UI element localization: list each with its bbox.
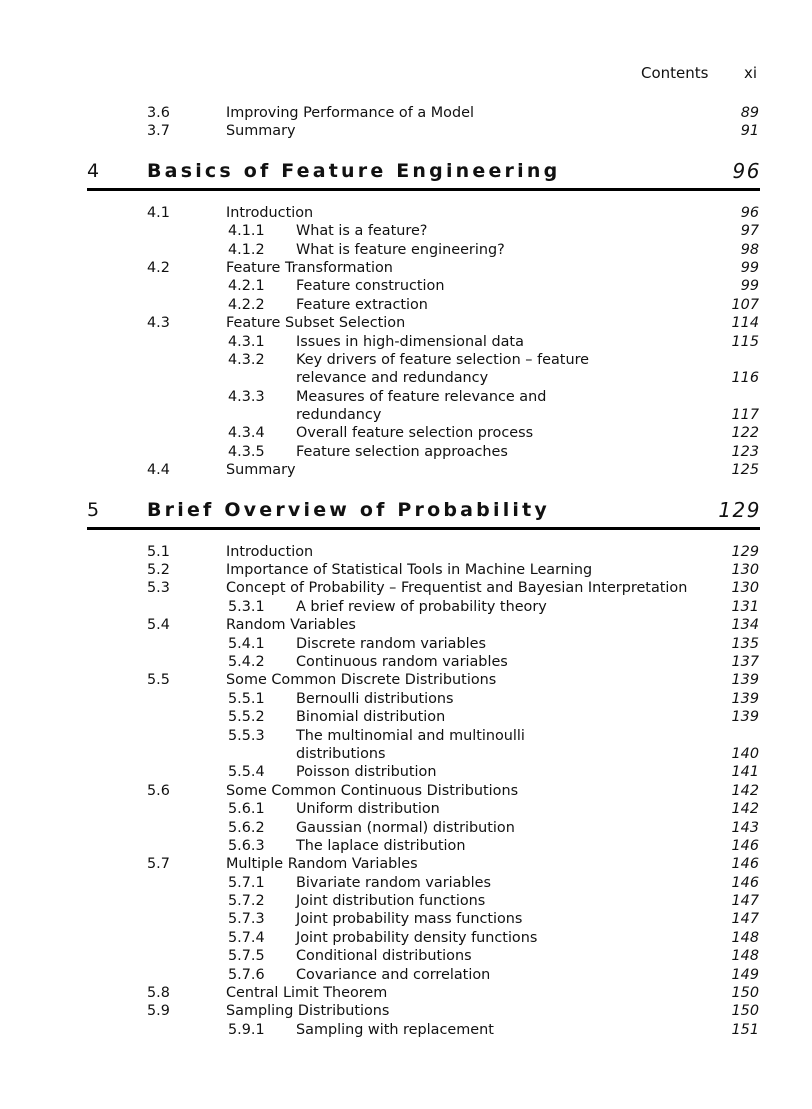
entry-title: Summary [226, 462, 296, 479]
toc-subsection-entry[interactable] [0, 1021, 812, 1039]
entry-page-number: 89 [740, 105, 759, 121]
toc-subsection-entry[interactable] [0, 929, 812, 947]
entry-number: 5.7 [147, 856, 170, 873]
entry-title: Measures of feature relevance and [296, 388, 547, 405]
toc-subsection-entry[interactable] [0, 241, 812, 259]
entry-title: Bivariate random variables [296, 874, 491, 891]
entry-number: 4.1 [147, 204, 170, 221]
toc-subsection-entry[interactable] [0, 388, 812, 406]
toc-subsection-entry[interactable] [0, 424, 812, 442]
chapter-heading[interactable] [0, 158, 812, 185]
entry-title: distributions [296, 745, 386, 762]
entry-number: 4.1.1 [228, 223, 265, 240]
entry-page-number: 151 [731, 1021, 759, 1038]
entry-page-number: 134 [731, 617, 759, 634]
entry-page-number: 139 [731, 672, 759, 689]
toc-section-entry[interactable] [0, 671, 812, 689]
entry-page-number: 99 [740, 259, 759, 276]
chapter-number: 5 [87, 498, 100, 521]
entry-title: Some Common Continuous Distributions [226, 782, 519, 799]
entry-title: Introduction [226, 543, 314, 560]
toc-section-entry[interactable] [0, 984, 812, 1002]
entry-title: Introduction [226, 204, 314, 221]
entry-title: Some Common Discrete Distributions [226, 672, 497, 689]
toc-subsection-entry[interactable] [0, 690, 812, 708]
running-head-page-number: xi [744, 64, 758, 82]
entry-page-number: 147 [731, 911, 759, 928]
entry-number: 5.7.6 [228, 966, 265, 983]
entry-title: Random Variables [226, 617, 356, 634]
entry-number: 5.6.3 [228, 837, 265, 854]
entry-number: 4.2.2 [228, 296, 265, 313]
entry-title: Poisson distribution [296, 764, 437, 781]
entry-page-number: 97 [740, 223, 759, 240]
toc-subsection-entry[interactable] [0, 653, 812, 671]
toc-subsection-entry[interactable] [0, 635, 812, 653]
entry-title: Covariance and correlation [296, 966, 491, 983]
entry-title: Overall feature selection process [296, 425, 534, 442]
entry-number: 5.7.2 [228, 893, 265, 910]
toc-subsection-entry[interactable] [0, 277, 812, 295]
entry-page-number: 98 [740, 241, 759, 258]
entry-title: Summary [226, 123, 296, 140]
entry-number: 5.8 [147, 985, 170, 1002]
chapter-heading[interactable] [0, 497, 812, 524]
entry-title: Concept of Probability – Frequentist and Bayesian Interpretation [226, 580, 688, 597]
entry-page-number: 142 [731, 801, 759, 818]
entry-title: relevance and redundancy [296, 370, 489, 387]
entry-number: 5.5 [147, 672, 170, 689]
entry-page-number: 142 [731, 782, 759, 799]
entry-page-number: 143 [731, 819, 759, 836]
entry-page-number: 96 [740, 204, 759, 221]
entry-number: 5.3.1 [228, 598, 265, 615]
entry-title: Improving Performance of a Model [226, 105, 474, 121]
entry-number: 4.3.1 [228, 333, 265, 350]
entry-page-number: 147 [731, 893, 759, 910]
toc-section-entry[interactable] [0, 461, 812, 479]
entry-number: 3.7 [147, 123, 170, 140]
entry-number: 4.3.2 [228, 351, 265, 368]
entry-number: 5.3 [147, 580, 170, 597]
toc-section-entry[interactable] [0, 616, 812, 634]
entry-page-number: 146 [731, 874, 759, 891]
toc-subsection-entry[interactable] [0, 406, 812, 424]
entry-title: Conditional distributions [296, 948, 472, 965]
entry-title: Continuous random variables [296, 653, 508, 670]
toc-section-entry[interactable] [0, 561, 812, 579]
toc-subsection-entry[interactable] [0, 708, 812, 726]
entry-title: Discrete random variables [296, 635, 486, 652]
toc-subsection-entry[interactable] [0, 351, 812, 369]
entry-number: 5.6.1 [228, 801, 265, 818]
entry-page-number: 140 [731, 745, 759, 762]
entry-number: 5.4.2 [228, 653, 265, 670]
entry-page-number: 146 [731, 837, 759, 854]
entry-number: 5.5.4 [228, 764, 265, 781]
table-of-contents [0, 104, 812, 1039]
toc-subsection-entry[interactable] [0, 745, 812, 763]
toc-subsection-entry[interactable] [0, 800, 812, 818]
entry-title: Binomial distribution [296, 709, 446, 726]
entry-page-number: 150 [731, 985, 759, 1002]
entry-title: The laplace distribution [296, 837, 466, 854]
chapter-page-number: 96 [732, 158, 761, 183]
toc-section-entry[interactable] [0, 855, 812, 873]
entry-number: 3.6 [147, 105, 170, 121]
toc-subsection-entry[interactable] [0, 966, 812, 984]
entry-title: Joint distribution functions [296, 893, 486, 910]
entry-title: Feature selection approaches [296, 443, 508, 460]
entry-title: Importance of Statistical Tools in Machine Learning [226, 562, 593, 579]
entry-title: Sampling Distributions [226, 1003, 390, 1020]
chapter-page-number: 129 [718, 497, 761, 522]
entry-page-number: 114 [731, 315, 759, 332]
entry-page-number: 125 [731, 462, 759, 479]
entry-title: Joint probability density functions [296, 929, 538, 946]
entry-title: Feature Subset Selection [226, 315, 406, 332]
entry-title: The multinomial and multinoulli [296, 727, 525, 744]
toc-section-entry[interactable] [0, 104, 812, 122]
entry-page-number: 149 [731, 966, 759, 983]
toc-subsection-entry[interactable] [0, 443, 812, 461]
toc-subsection-entry[interactable] [0, 874, 812, 892]
entry-number: 4.2.1 [228, 278, 265, 295]
entry-page-number: 130 [731, 580, 759, 597]
entry-number: 4.3.3 [228, 388, 265, 405]
entry-number: 4.3.4 [228, 425, 265, 442]
chapter-title: Brief Overview of Probability [147, 498, 550, 521]
entry-number: 5.4.1 [228, 635, 265, 652]
entry-number: 5.7.4 [228, 929, 265, 946]
entry-number: 5.2 [147, 562, 170, 579]
entry-title: Sampling with replacement [296, 1021, 494, 1038]
toc-section-entry[interactable] [0, 122, 812, 140]
entry-title: Joint probability mass functions [296, 911, 523, 928]
entry-page-number: 122 [731, 425, 759, 442]
entry-page-number: 146 [731, 856, 759, 873]
toc-section-entry[interactable] [0, 579, 812, 597]
entry-number: 5.9.1 [228, 1021, 265, 1038]
entry-number: 5.6.2 [228, 819, 265, 836]
toc-subsection-entry[interactable] [0, 947, 812, 965]
entry-page-number: 148 [731, 929, 759, 946]
entry-title: redundancy [296, 407, 382, 424]
entry-title: A brief review of probability theory [296, 598, 547, 615]
entry-page-number: 137 [731, 653, 759, 670]
entry-title: Issues in high-dimensional data [296, 333, 524, 350]
entry-number: 5.1 [147, 543, 170, 560]
toc-section-entry[interactable] [0, 1002, 812, 1020]
entry-title: Feature extraction [296, 296, 428, 313]
entry-page-number: 116 [731, 370, 759, 387]
entry-number: 5.6 [147, 782, 170, 799]
toc-section-entry[interactable] [0, 314, 812, 332]
toc-subsection-entry[interactable] [0, 296, 812, 314]
entry-page-number: 148 [731, 948, 759, 965]
entry-page-number: 135 [731, 635, 759, 652]
entry-number: 4.1.2 [228, 241, 265, 258]
running-head [0, 62, 812, 84]
toc-subsection-entry[interactable] [0, 333, 812, 351]
chapter-rule [87, 188, 760, 191]
entry-number: 5.7.3 [228, 911, 265, 928]
entry-number: 5.5.3 [228, 727, 265, 744]
toc-subsection-entry[interactable] [0, 598, 812, 616]
chapter-number: 4 [87, 159, 100, 182]
toc-subsection-entry[interactable] [0, 910, 812, 928]
entry-number: 5.9 [147, 1003, 170, 1020]
entry-title: What is feature engineering? [296, 241, 505, 258]
entry-page-number: 139 [731, 690, 759, 707]
entry-page-number: 150 [731, 1003, 759, 1020]
entry-page-number: 141 [731, 764, 759, 781]
entry-number: 5.7.5 [228, 948, 265, 965]
entry-page-number: 91 [740, 123, 759, 140]
entry-title: Key drivers of feature selection – feature [296, 351, 590, 368]
toc-subsection-entry[interactable] [0, 892, 812, 910]
entry-title: Bernoulli distributions [296, 690, 454, 707]
entry-number: 4.4 [147, 462, 170, 479]
entry-page-number: 130 [731, 562, 759, 579]
entry-number: 4.2 [147, 259, 170, 276]
entry-page-number: 123 [731, 443, 759, 460]
chapter-rule [87, 527, 760, 530]
entry-page-number: 99 [740, 278, 759, 295]
entry-page-number: 117 [731, 407, 759, 424]
toc-subsection-entry[interactable] [0, 727, 812, 745]
entry-number: 5.5.1 [228, 690, 265, 707]
entry-title: Gaussian (normal) distribution [296, 819, 515, 836]
running-head-title: Contents [641, 64, 709, 82]
toc-subsection-entry[interactable] [0, 222, 812, 240]
toc-subsection-entry[interactable] [0, 763, 812, 781]
entry-title: Central Limit Theorem [226, 985, 388, 1002]
toc-subsection-entry[interactable] [0, 369, 812, 387]
entry-number: 5.5.2 [228, 709, 265, 726]
entry-page-number: 139 [731, 709, 759, 726]
entry-page-number: 129 [731, 543, 759, 560]
toc-section-entry[interactable] [0, 782, 812, 800]
entry-page-number: 115 [731, 333, 759, 350]
toc-subsection-entry[interactable] [0, 837, 812, 855]
entry-title: Uniform distribution [296, 801, 440, 818]
entry-number: 4.3 [147, 315, 170, 332]
toc-section-entry[interactable] [0, 204, 812, 222]
entry-title: Feature Transformation [226, 259, 393, 276]
toc-subsection-entry[interactable] [0, 819, 812, 837]
entry-page-number: 107 [731, 296, 759, 313]
entry-number: 5.4 [147, 617, 170, 634]
chapter-title: Basics of Feature Engineering [147, 159, 561, 182]
entry-title: Feature construction [296, 278, 445, 295]
entry-title: What is a feature? [296, 223, 428, 240]
entry-number: 5.7.1 [228, 874, 265, 891]
entry-title: Multiple Random Variables [226, 856, 418, 873]
entry-page-number: 131 [731, 598, 759, 615]
entry-number: 4.3.5 [228, 443, 265, 460]
toc-section-entry[interactable] [0, 543, 812, 561]
toc-section-entry[interactable] [0, 259, 812, 277]
